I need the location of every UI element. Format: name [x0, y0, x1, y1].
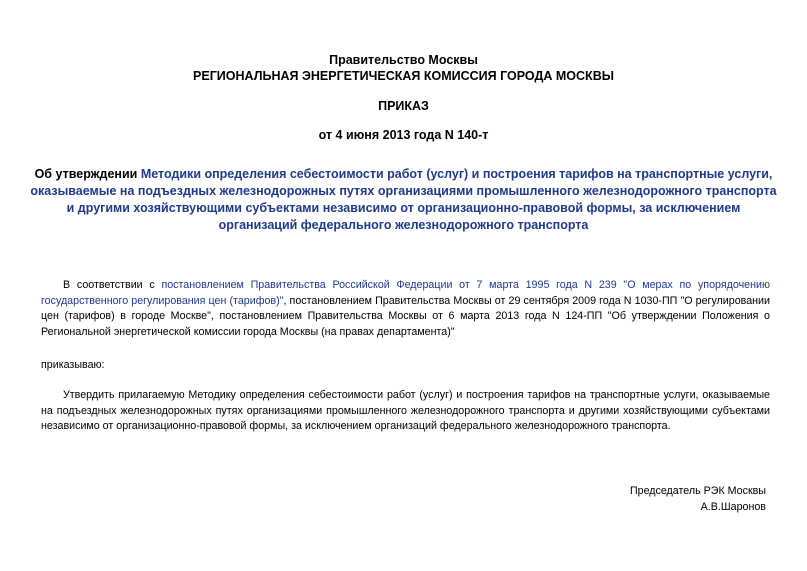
document-title: [30, 166, 777, 234]
order-paragraph: [41, 388, 770, 435]
title-methodology-link[interactable]: Методики определения себестоимости работ (услуг) и построения тарифов на транспортные услуги, оказываемые на подъездных железнодорожных путях организациями промышленного железнодорожного транспорта и другими хозяйствующими субъектами независимо от организационно-правовой формы, за исключением организаций федерального железнодорожного транспорта: [30, 167, 777, 232]
resolution-239-link[interactable]: постановлением Правительства Российской Федерации от 7 марта 1995 года N 239 "О мерах по упорядочению государственного регулирования цен (тарифов)": [41, 279, 770, 307]
title-prefix: Об утверждении: [34, 167, 141, 181]
preamble-paragraph: [41, 278, 770, 340]
government-name: Правительство Москвы: [329, 53, 478, 67]
preamble-prefix: В соответствии с: [63, 279, 162, 291]
signatory-position: Председатель РЭК Москвы: [629, 485, 766, 497]
commission-name: РЕГИОНАЛЬНАЯ ЭНЕРГЕТИЧЕСКАЯ КОМИССИЯ ГОРОДА МОСКВЫ: [193, 69, 614, 83]
document-date-number: от 4 июня 2013 года N 140-т: [318, 128, 489, 142]
preamble-suffix: , постановлением Правительства Москвы от 29 сентября 2009 года N 1030-ПП "О регулировании цен (тарифов) в городе Москве", постановлением Правительства Москвы от 6 марта 2013 года N 124-ПП "Об утверждении Положения о Региональной энергетической комиссии города Москвы (на правах департамента)": [41, 294, 770, 338]
document-type: ПРИКАЗ: [378, 99, 429, 113]
order-text: Утвердить прилагаемую Методику определения себестоимости работ (услуг) и построения тарифов на транспортные услуги, оказываемые на подъездных железнодорожных путях организациями промышленного железнодорожного транспорта и другими хозяйствующими субъектами независимо от организационно-правовой формы, за исключением организаций федерального железнодорожного транспорта.: [41, 389, 770, 433]
order-word: приказываю:: [41, 359, 105, 371]
signatory-name: А.В.Шаронов: [700, 501, 766, 513]
